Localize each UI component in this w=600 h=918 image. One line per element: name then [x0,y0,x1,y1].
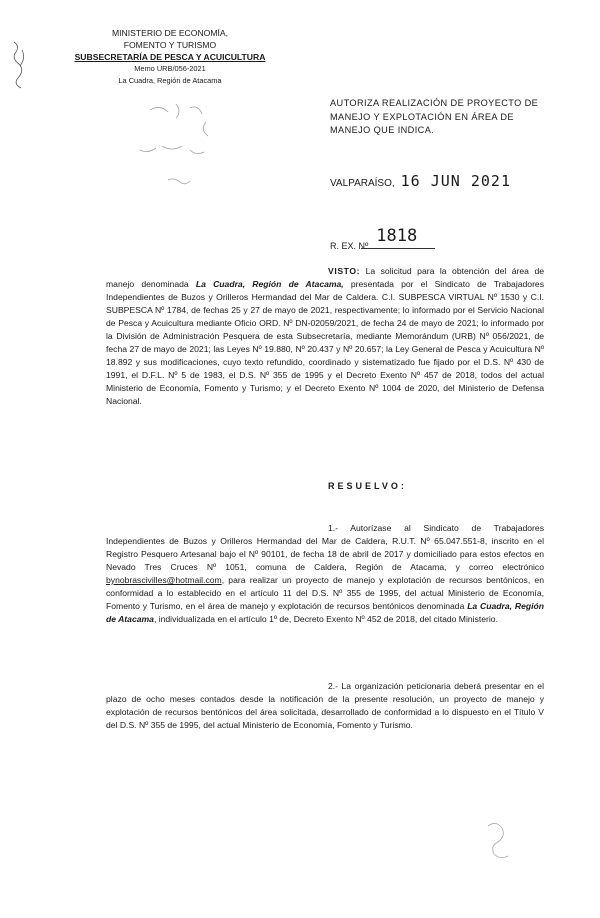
area-name: La Cuadra, Región de Atacama, [195,278,344,289]
email-address: bynobrascivilles@hotmail.com [106,574,222,585]
visto-section [106,265,544,407]
resolution-number-line [330,226,435,254]
rex-label: R. EX. Nº [330,241,369,251]
rex-underline [361,248,435,249]
ministry-line-2: FOMENTO Y TURISMO [123,40,217,50]
date-stamp: 16 JUN 2021 [400,172,511,190]
resolution-item-2: 2.- La organización peticionaria deberá presentar en el plazo de ocho meses contados desde la notificación de la presente resolución, un proyecto de manejo y explotación de recursos bentónicos del área solicitada, desarrollado de conformidad a lo dispuesto en el Título V del D.S. Nº 355 de 1995, del actual Ministerio de Economía, Fomento y Turismo. [106,681,544,730]
place: VALPARAÍSO, [330,178,395,189]
area-name-item1: La Cuadra, Región de Atacama [106,600,545,624]
bottom-mark [488,823,508,857]
ministry-line-1: MINISTERIO DE ECONOMÍA, [111,28,229,38]
visto-label: VISTO: [328,266,361,276]
memo-reference: Memo URB/056-2021 [134,64,206,73]
resolution-item-1: 1.- Autorízase al Sindicato de Trabajadores Independientes de Buzos y Orilleros Hermandad del Mar de Caldera, R.U.T. Nº 65.047.551-8, inscrito en el Registro Pesquero Artesanal bajo el Nº 90101, de fecha 18 de abril de 2017 y domiciliado para estos efectos en Nevado Tres Cruces Nº 1051, comuna de Caldera, Región de Atacama, y correo electrónico bynobrascivilles@hotmail.com, para realizar un proyecto de manejo y explotación de recursos bentónicos, en conformidad a lo establecido en el artículo 11 del D.S. Nº 355 de 1995, del actual Ministerio de Economía, Fomento y Turismo, en el área de manejo y explotación de recursos bentónicos denominada La Cuadra, Región de Atacama, individualizada en el artículo 1º de, Decreto Exento Nº 452 de 2018, del citado Ministerio. [106,523,545,624]
subsecretaria-name: SUBSECRETARÍA DE PESCA Y ACUICULTURA [74,52,266,62]
place-date-line [330,172,511,190]
visto-paragraph: VISTO: La solicitud para la obtención del área de manejo denominada La Cuadra, Región de Atacama, presentada por el Sindicato de Trabajadores Independientes de Buzos y Orilleros Hermandad del Mar de Caldera. C.I. SUBPESCA VIRTUAL Nº 1530 y C.I. SUBPESCA Nº 1784, de fechas 25 y 27 de mayo de 2021, respectivamente; lo informado por el Servicio Nacional de Pesca y Acuicultura mediante Oficio ORD. Nº DN-02059/2021, de fecha 24 de mayo de 2021; lo informado por la División de Administración Pesquera de esta Subsecretaría, mediante Memorándum (URB) Nº 056/2021, de fecha 27 de mayo de 2021; las Leyes Nº 19.880, Nº 20.437 y Nº 20.657; la Ley General de Pesca y Acuicultura Nº 18.892 y sus modificaciones, cuyo texto refundido, coordinado y sistematizado fue fijado por el D.S. Nº 430 de 1991, el D.F.L. Nº 5 de 1983, el D.S. Nº 355 de 1995 y el Decreto Exento Nº 457 de 2018, todos del actual Ministerio de Economía, Fomento y Turismo; y el Decreto Exento Nº 1004 de 2020, del Ministerio de Defensa Nacional. [106,266,545,406]
resuelvo-heading: RESUELVO: [328,481,407,491]
faded-stamp [140,104,208,184]
document-title: AUTORIZA REALIZACIÓN DE PROYECTO DE MANEJO Y EXPLOTACIÓN EN ÁREA DE MANEJO QUE INDICA. [330,98,539,135]
rex-number: 1818 [376,226,418,246]
place-reference: La Cuadra, Región de Atacama [118,76,222,85]
